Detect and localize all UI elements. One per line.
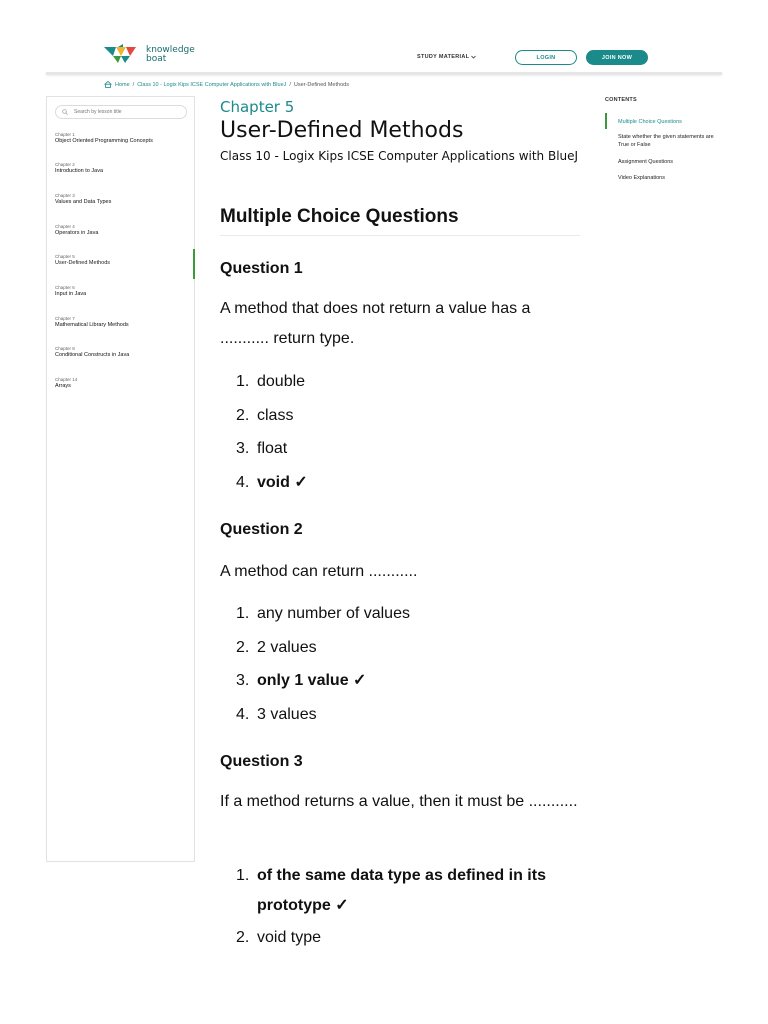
breadcrumb <box>104 81 349 88</box>
page-title: User-Defined Methods <box>220 118 464 143</box>
chapter-number: Chapter 5 <box>55 254 75 259</box>
option-text: of the same data type as defined in its prototype ✓ <box>257 867 546 914</box>
option-number: 1. <box>236 605 250 622</box>
option-text: float <box>257 440 288 457</box>
chapter-title: Arrays <box>55 383 71 389</box>
chapter-title: Mathematical Library Methods <box>55 322 129 328</box>
section-title: Multiple Choice Questions <box>220 206 459 227</box>
question-title: Question 2 <box>220 521 303 538</box>
chapter-number: Chapter 14 <box>55 377 78 382</box>
answer-option <box>236 599 581 629</box>
answer-option <box>236 401 581 431</box>
section-divider <box>220 235 580 236</box>
sidebar-item-chapter-6[interactable] <box>55 285 193 298</box>
sidebar-item-chapter-8[interactable] <box>55 346 193 359</box>
chapter-number: Chapter 6 <box>55 285 75 290</box>
header-divider <box>46 72 722 75</box>
question-text: A method can return ........... <box>220 563 418 580</box>
knowledge-boat-logo-icon <box>104 44 142 66</box>
home-icon[interactable] <box>104 81 112 88</box>
chapter-title: Introduction to Java <box>55 168 104 174</box>
option-number: 4. <box>236 474 250 491</box>
logo-text <box>146 46 195 64</box>
toc-heading: CONTENTS <box>605 97 637 103</box>
option-number: 2. <box>236 929 250 946</box>
option-text: any number of values <box>257 605 410 622</box>
answer-option <box>236 700 581 730</box>
chapter-title: Operators in Java <box>55 230 99 236</box>
chapter-title: Input in Java <box>55 291 87 297</box>
toc-item-multiple-choice[interactable]: Multiple Choice Questions <box>618 119 682 125</box>
site-header <box>46 40 722 74</box>
study-material-menu[interactable] <box>417 54 476 60</box>
logo-line-2: boat <box>146 54 167 64</box>
question-text: If a method returns a value, then it must be ........... <box>220 793 578 810</box>
question-title: Question 1 <box>220 260 303 277</box>
sidebar-item-chapter-4[interactable] <box>55 224 193 237</box>
page-subtitle: Class 10 - Logix Kips ICSE Computer Applications with BlueJ <box>220 149 579 163</box>
option-number: 2. <box>236 639 250 656</box>
option-number: 2. <box>236 407 250 424</box>
correct-answer-option <box>236 861 581 921</box>
chapter-title: Object Oriented Programming Concepts <box>55 138 153 144</box>
toc-item-true-false[interactable]: State whether the given statements are True or False <box>618 134 714 148</box>
option-number: 4. <box>236 706 250 723</box>
sidebar-item-chapter-7[interactable] <box>55 316 193 329</box>
sidebar-item-chapter-2[interactable] <box>55 162 193 175</box>
chapter-title: Conditional Constructs in Java <box>55 352 130 358</box>
option-text: 3 values <box>257 706 317 723</box>
chapter-number: Chapter 8 <box>55 346 75 351</box>
login-button[interactable]: LOGIN <box>515 50 577 65</box>
option-number: 1. <box>236 867 250 884</box>
breadcrumb-class[interactable]: Class 10 - Logix Kips ICSE Computer Applications with BlueJ <box>137 81 287 88</box>
question-text: A method that does not return a value has a ........... return type. <box>220 300 531 347</box>
join-now-button[interactable]: JOIN NOW <box>586 50 648 65</box>
search-icon <box>62 109 68 115</box>
toc-item-video[interactable]: Video Explanations <box>618 175 665 181</box>
chapter-label: Chapter 5 <box>220 98 295 116</box>
breadcrumb-current: User-Defined Methods <box>293 81 349 88</box>
option-text: double <box>257 373 306 390</box>
chapter-number: Chapter 7 <box>55 316 75 321</box>
option-text: void ✓ <box>257 474 308 491</box>
toc-active-indicator <box>605 113 607 129</box>
option-number: 3. <box>236 440 250 457</box>
option-text: 2 values <box>257 639 317 656</box>
correct-answer-option <box>236 468 581 498</box>
answer-option <box>236 367 581 397</box>
chapter-sidebar <box>46 96 195 862</box>
option-text: void type <box>257 929 322 946</box>
chapter-number: Chapter 1 <box>55 132 75 137</box>
sidebar-item-chapter-5[interactable] <box>55 254 193 267</box>
breadcrumb-separator: / <box>289 81 291 88</box>
breadcrumb-separator: / <box>132 81 135 88</box>
search-box[interactable] <box>55 105 187 119</box>
question-title: Question 3 <box>220 753 303 770</box>
chapter-number: Chapter 4 <box>55 224 75 229</box>
correct-answer-option <box>236 666 581 696</box>
answer-option <box>236 434 581 464</box>
sidebar-item-chapter-14[interactable] <box>55 377 193 390</box>
chapter-title: Values and Data Types <box>55 199 112 205</box>
toc-item-assignment[interactable]: Assignment Questions <box>618 159 674 165</box>
answer-option <box>236 633 581 663</box>
option-text: only 1 value ✓ <box>257 672 367 689</box>
option-number: 1. <box>236 373 250 390</box>
breadcrumb-home[interactable]: Home <box>115 81 130 88</box>
chevron-down-icon <box>471 55 476 59</box>
sidebar-item-chapter-1[interactable] <box>55 132 193 145</box>
chapter-title: User-Defined Methods <box>55 260 111 266</box>
answer-option <box>236 923 581 953</box>
site-logo[interactable] <box>104 44 195 66</box>
chapter-number: Chapter 3 <box>55 193 75 198</box>
active-chapter-indicator <box>193 249 195 279</box>
logo-line-1: knowledge <box>146 45 195 55</box>
study-material-label: STUDY MATERIAL <box>417 54 470 60</box>
option-number: 3. <box>236 672 250 689</box>
option-text: class <box>257 407 294 424</box>
chapter-number: Chapter 2 <box>55 162 75 167</box>
sidebar-item-chapter-3[interactable] <box>55 193 193 206</box>
search-input[interactable] <box>74 109 184 115</box>
